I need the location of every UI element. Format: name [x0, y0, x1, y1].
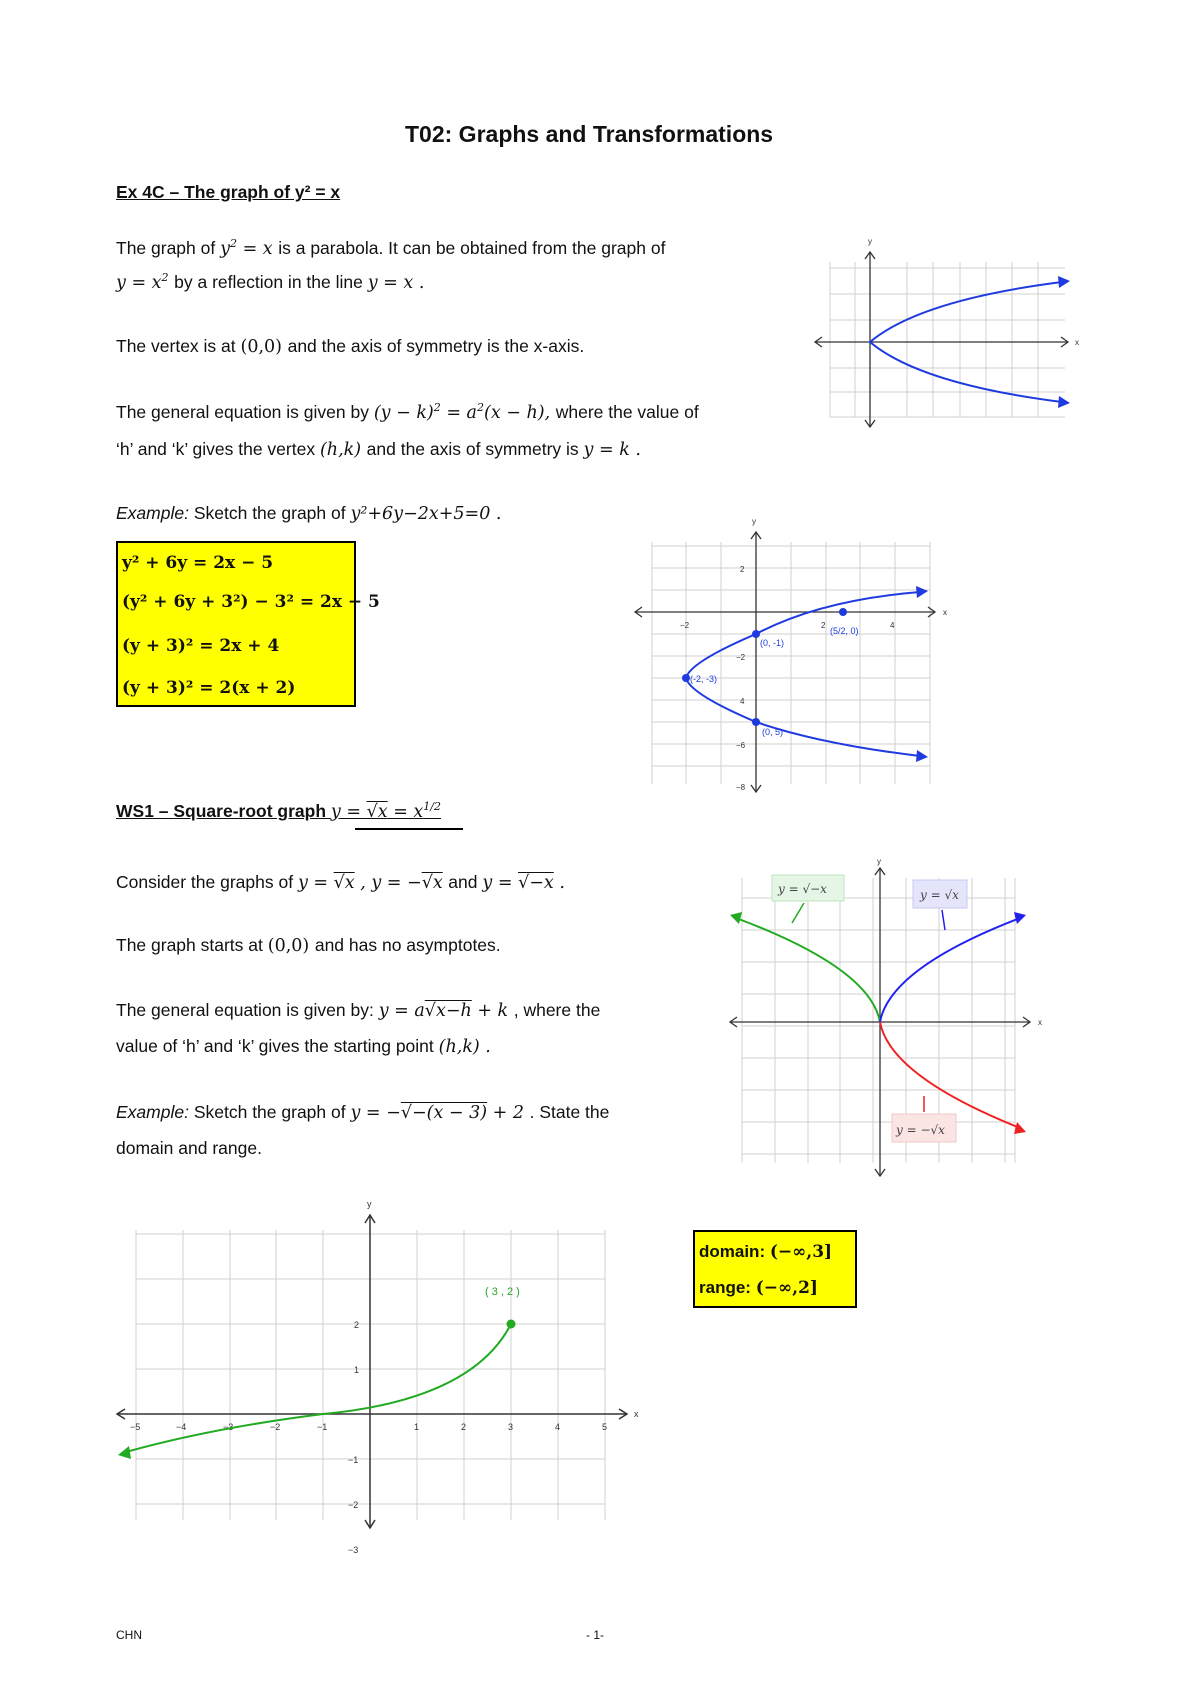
s1-text: The graph of [116, 238, 216, 258]
g4-ytick: 1 [354, 1365, 360, 1375]
g2-ytick: 4 [740, 697, 745, 706]
s2-text: The graph starts at [116, 935, 263, 955]
g4-xtick: 4 [555, 1422, 561, 1432]
graph-sqrt-example [112, 1190, 639, 1555]
s1-line5: ‘h’ and ‘k’ gives the vertex (h,k) and the axis of symmetry is y = k . [116, 439, 641, 460]
section-heading-ws1: WS1 – Square-root graph $y = √x = x^{1/2}$ [116, 800, 441, 822]
s2-text: Sketch the graph of [193, 1102, 346, 1122]
g4-xtick: −5 [130, 1422, 141, 1432]
g4-ytick: −2 [348, 1500, 359, 1510]
footer-page-number: - 1- [586, 1628, 604, 1642]
box2-range-label: range: [699, 1278, 751, 1297]
g2-ylabel: y [752, 517, 756, 526]
s1-text: ‘h’ and ‘k’ gives the vertex [116, 439, 316, 459]
s1-example-label: Example: [116, 503, 189, 523]
s2-start: (0,0) [267, 936, 310, 956]
s1-text: and the axis of symmetry is the x-axis. [287, 336, 585, 356]
s1-text: The vertex is at [116, 336, 236, 356]
g4-xtick: −4 [176, 1422, 187, 1432]
g2-point-label: (0, -1) [760, 638, 785, 648]
g3-xlabel: x [1038, 1018, 1042, 1027]
graph-sqrt-family [720, 858, 1050, 1180]
g3-label-red: y = −√x [896, 1123, 945, 1137]
s2-line4 [116, 1038, 491, 1057]
s1-text: The general equation is given by [116, 402, 369, 422]
s2-text: The general equation is given by: [116, 1000, 374, 1020]
s1-line2: $y = x^2$ by a reflection in the line y = x . [116, 271, 425, 293]
box2-domain-label: domain: [699, 1242, 766, 1261]
s1-text: by a reflection in the line [174, 272, 363, 292]
g3-label-blue: y = √x [920, 888, 959, 902]
section-heading-ex4c: Ex 4C – The graph of y² = x [116, 182, 341, 202]
g4-xtick: 3 [508, 1422, 514, 1432]
g3-label-green: y = √−x [778, 882, 827, 896]
box2-range-value: (−∞,2] [755, 1278, 818, 1298]
s2-line6: domain and range. [116, 1138, 262, 1158]
g2-xtick: 4 [890, 621, 895, 630]
s2-text: and [448, 872, 478, 892]
g4-xtick: 2 [461, 1422, 467, 1432]
box1-line: y² + 6y = 2x − 5 [122, 553, 274, 573]
s1-text: where the value of [555, 402, 699, 422]
g2-point-label: (-2, -3) [690, 674, 717, 684]
g2-ytick: −2 [736, 653, 746, 662]
page-title: T02: Graphs and Transformations [405, 121, 774, 147]
s2-example-label: Example: [116, 1102, 189, 1122]
g2-point-label: (0, 5) [762, 727, 784, 737]
s1-line3 [116, 338, 584, 357]
g4-xtick: 5 [602, 1422, 608, 1432]
box1-line: (y + 3)² = 2x + 4 [122, 636, 280, 656]
g4-xtick: −2 [270, 1422, 281, 1432]
s1-example-eq: y²+6y−2x+5=0 . [350, 504, 502, 524]
graph-parabola-example [620, 512, 950, 802]
g4-ytick: 2 [354, 1320, 360, 1330]
s1-line4: The general equation is given by $(y - k)^2 = a^2(x - h)$, where the value of [116, 401, 699, 423]
s1-line1: The graph of $y^2 = x$ is a parabola. It can be obtained from the graph of [116, 237, 666, 259]
g4-point-label: ( 3 , 2 ) [485, 1286, 520, 1298]
g2-ytick: −8 [736, 783, 746, 792]
s2-text: Consider the graphs of [116, 872, 294, 892]
g2-xtick: −2 [680, 621, 690, 630]
s2-hk: (h,k) . [438, 1037, 491, 1057]
s1-line6 [116, 505, 501, 524]
g1-ylabel: y [868, 237, 872, 246]
g3-ylabel: y [877, 857, 881, 866]
s2-text: value of ‘h’ and ‘k’ gives the starting point [116, 1036, 434, 1056]
box2-domain-row [699, 1242, 832, 1262]
s1-text: is a parabola. It can be obtained from the graph of [278, 238, 666, 258]
s1-hk: (h,k) [319, 440, 362, 460]
g4-xtick: 1 [414, 1422, 420, 1432]
g4-xtick: −1 [317, 1422, 328, 1432]
s1-text: Sketch the graph of [193, 503, 346, 523]
working-box-1 [116, 541, 380, 707]
g2-xtick: 2 [821, 621, 826, 630]
s2-line3: The general equation is given by: y = a√x−h + k , where the [116, 1000, 601, 1021]
s2-line2 [116, 937, 501, 956]
g4-ytick: −1 [348, 1455, 359, 1465]
g1-xlabel: x [1075, 338, 1079, 347]
g2-ytick: 2 [740, 565, 745, 574]
s1-text: and the axis of symmetry is [366, 439, 579, 459]
s2-text: . State the [529, 1102, 610, 1122]
graph-parabola-basic [810, 232, 1080, 440]
box2-range-row [699, 1278, 818, 1298]
box2-domain-value: (−∞,3] [769, 1242, 833, 1262]
g4-xlabel: x [634, 1409, 639, 1419]
g2-point-label: (5/2, 0) [830, 626, 859, 636]
box1-line: (y + 3)² = 2(x + 2) [122, 678, 296, 698]
g4-xtick: −3 [223, 1422, 234, 1432]
box1-line: (y² + 6y + 3²) − 3² = 2x − 5 [122, 592, 380, 612]
g2-ytick: −6 [736, 741, 746, 750]
s2-text: , where the [513, 1000, 601, 1020]
s2-line1: Consider the graphs of y = √x , y = −√x and y = √−x . [116, 872, 565, 893]
s1-vertex: (0,0) [240, 337, 283, 357]
g4-ylabel: y [367, 1199, 372, 1209]
footer-left: CHN [116, 1628, 142, 1642]
heading-underline [355, 828, 463, 830]
g2-xlabel: x [943, 608, 947, 617]
s2-text: and has no asymptotes. [314, 935, 501, 955]
g4-ytick: −3 [348, 1545, 359, 1555]
working-box-2 [693, 1230, 857, 1308]
s2-line5: Example: Sketch the graph of y = −√−(x − 3) + 2 . State the [116, 1102, 610, 1123]
